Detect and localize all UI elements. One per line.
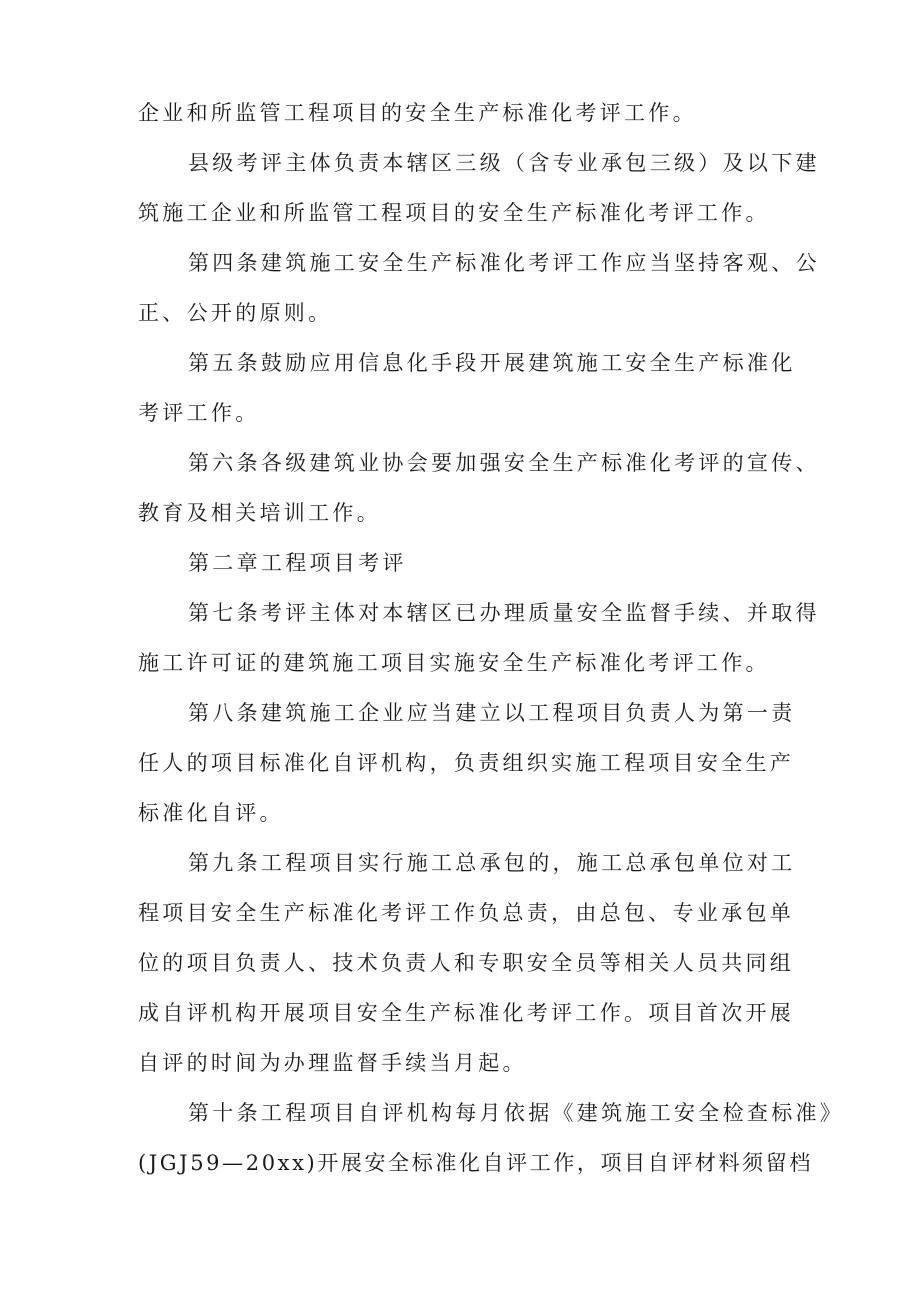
text-line: 第八条建筑施工企业应当建立以工程项目负责人为第一责 (188, 701, 796, 725)
chapter-heading: 第二章工程项目考评 (188, 551, 407, 575)
text-line: 第九条工程项目实行施工总承包的，施工总承包单位对工 (188, 851, 796, 875)
text-line: 成自评机构开展项目安全生产标准化考评工作。项目首次开展 (138, 1001, 795, 1025)
text-line: 企业和所监管工程项目的安全生产标准化考评工作。 (138, 101, 697, 125)
text-line: 第五条鼓励应用信息化手段开展建筑施工安全生产标准化 (188, 351, 796, 375)
text-line: 第七条考评主体对本辖区已办理质量安全监督手续、并取得 (188, 601, 820, 625)
text-line: 正、公开的原则。 (138, 301, 333, 325)
text-line: 自评的时间为办理监督手续当月起。 (138, 1051, 527, 1075)
text-line: 第四条建筑施工安全生产标准化考评工作应当坚持客观、公 (188, 251, 820, 275)
text-line: 程项目安全生产标准化考评工作负总责，由总包、专业承包单 (138, 901, 795, 925)
text-line: 标准化自评。 (138, 801, 284, 825)
text-line: 施工许可证的建筑施工项目实施安全生产标准化考评工作。 (138, 651, 770, 675)
text-line: 第十条工程项目自评机构每月依据《建筑施工安全检查标准》 (188, 1101, 845, 1125)
text-line: 教育及相关培训工作。 (138, 501, 381, 525)
text-line: 考评工作。 (138, 401, 260, 425)
text-line: (JGJ59—20xx)开展安全标准化自评工作，项目自评材料须留档 (138, 1151, 813, 1175)
text-line: 任人的项目标准化自评机构，负责组织实施工程项目安全生产 (138, 751, 795, 775)
text-line: 第六条各级建筑业协会要加强安全生产标准化考评的宣传、 (188, 451, 820, 475)
text-line: 位的项目负责人、技术负责人和专职安全员等相关人员共同组 (138, 951, 795, 975)
text-line: 县级考评主体负责本辖区三级（含专业承包三级）及以下建 (188, 151, 820, 175)
text-line: 筑施工企业和所监管工程项目的安全生产标准化考评工作。 (138, 201, 770, 225)
